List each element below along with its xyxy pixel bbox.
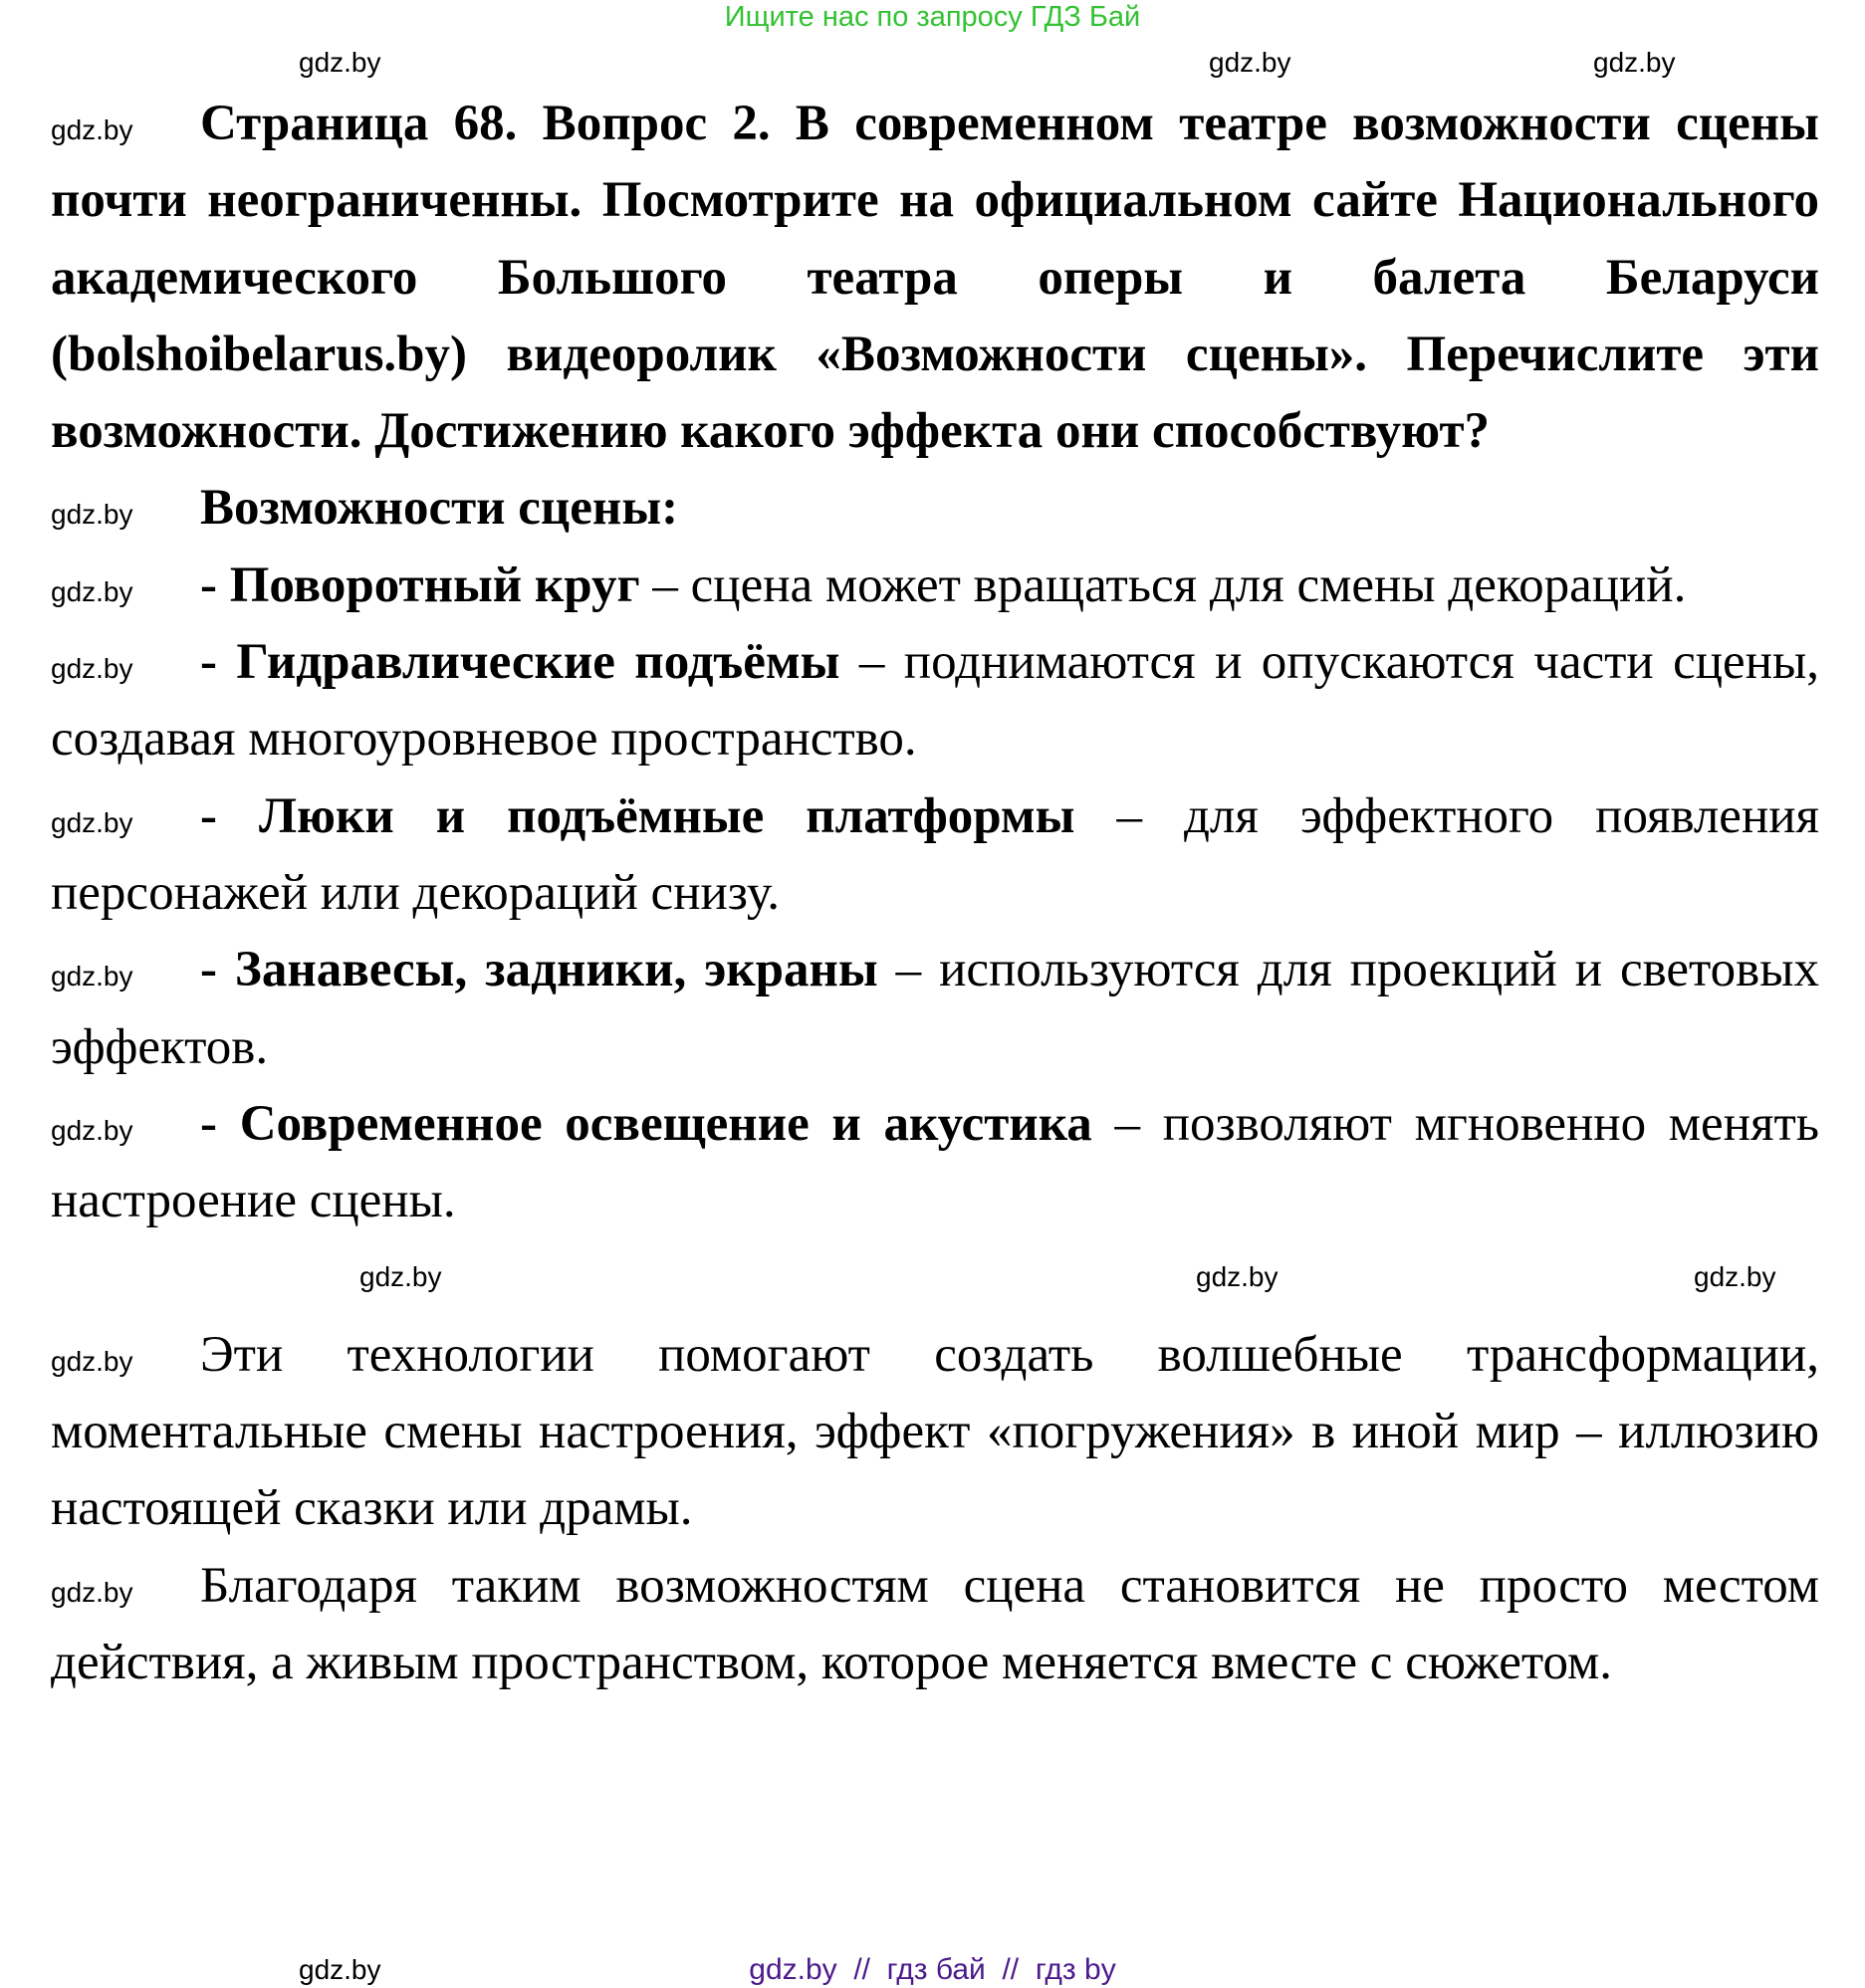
item-term: - Люки и подъёмные платформы (200, 787, 1075, 844)
item-term: - Поворотный круг (200, 556, 640, 613)
item-desc: – поднимаются и опускаются части сцены, создавая многоуровневое пространство. (51, 634, 1819, 768)
watermark: gdz.by (51, 961, 133, 993)
list-item (51, 932, 1819, 1086)
indent (51, 624, 200, 701)
section-heading: Возможности сцены: (200, 480, 679, 537)
indent (51, 932, 200, 1008)
spacer (51, 1239, 1819, 1316)
conclusion-text: Благодаря таким возможностям сцена становится не просто местом действия, а живым пространством, которое меняется вместе с сюжетом. (51, 1557, 1819, 1690)
indent (51, 1548, 200, 1625)
question-title: Страница 68. Вопрос 2. В современном театре возможности сцены почти неограниченны. Посмотрите на официальном сайте Национального академического Большого театра оперы и балета Беларуси (bolshoibelarus.by) видеоролик «Возможности сцены». Перечислите эти возможности. Достижению какого эффекта они способствуют? (51, 96, 1819, 460)
watermark: gdz.by (51, 653, 133, 685)
indent (51, 548, 200, 624)
watermark: gdz.by (51, 114, 133, 145)
section-heading-paragraph (51, 470, 1819, 547)
question-paragraph (51, 86, 1819, 470)
item-term: - Занавесы, задники, экраны (200, 942, 878, 998)
list-item (51, 548, 1819, 624)
watermark: gdz.by (51, 806, 133, 838)
watermark: gdz.by (1209, 47, 1291, 78)
watermark: gdz.by (51, 575, 133, 607)
list-item (51, 1086, 1819, 1240)
list-item (51, 778, 1819, 933)
watermark: gdz.by (299, 47, 381, 78)
indent (51, 778, 200, 855)
watermark: gdz.by (51, 1114, 133, 1146)
watermark: gdz.by (1593, 47, 1676, 78)
watermark: gdz.by (359, 1261, 442, 1293)
indent (51, 1317, 200, 1394)
item-desc: – позволяют мгновенно менять настроение сцены. (51, 1095, 1819, 1229)
conclusion-paragraph (51, 1317, 1819, 1548)
conclusion-paragraph (51, 1548, 1819, 1702)
footer-links[interactable]: gdz.by // гдз бай // гдз by (749, 1953, 1116, 1986)
item-term: - Современное освещение и акустика (200, 1095, 1092, 1152)
watermark: gdz.by (299, 1954, 381, 1985)
watermark: gdz.by (1196, 1261, 1279, 1293)
top-banner[interactable]: Ищите нас по запросу ГДЗ Бай (724, 1, 1141, 33)
item-term: - Гидравлические подъёмы (200, 634, 840, 691)
watermark: gdz.by (1694, 1261, 1776, 1293)
indent (51, 86, 200, 162)
conclusion-text: Эти технологии помогают создать волшебные трансформации, моментальные смены настроения, эффект «погружения» в иной мир – иллюзию настоящей сказки или драмы. (51, 1326, 1819, 1537)
watermark: gdz.by (51, 499, 133, 531)
watermark: gdz.by (51, 1345, 133, 1377)
answer-document (51, 86, 1819, 1701)
item-desc: – для эффектного появления персонажей или декораций снизу. (51, 787, 1819, 921)
item-desc: – сцена может вращаться для смены декораций. (639, 556, 1687, 613)
indent (51, 1086, 200, 1163)
item-desc: – используются для проекций и световых эффектов. (51, 942, 1819, 1075)
watermark: gdz.by (51, 1576, 133, 1608)
indent (51, 470, 200, 547)
list-item (51, 624, 1819, 778)
